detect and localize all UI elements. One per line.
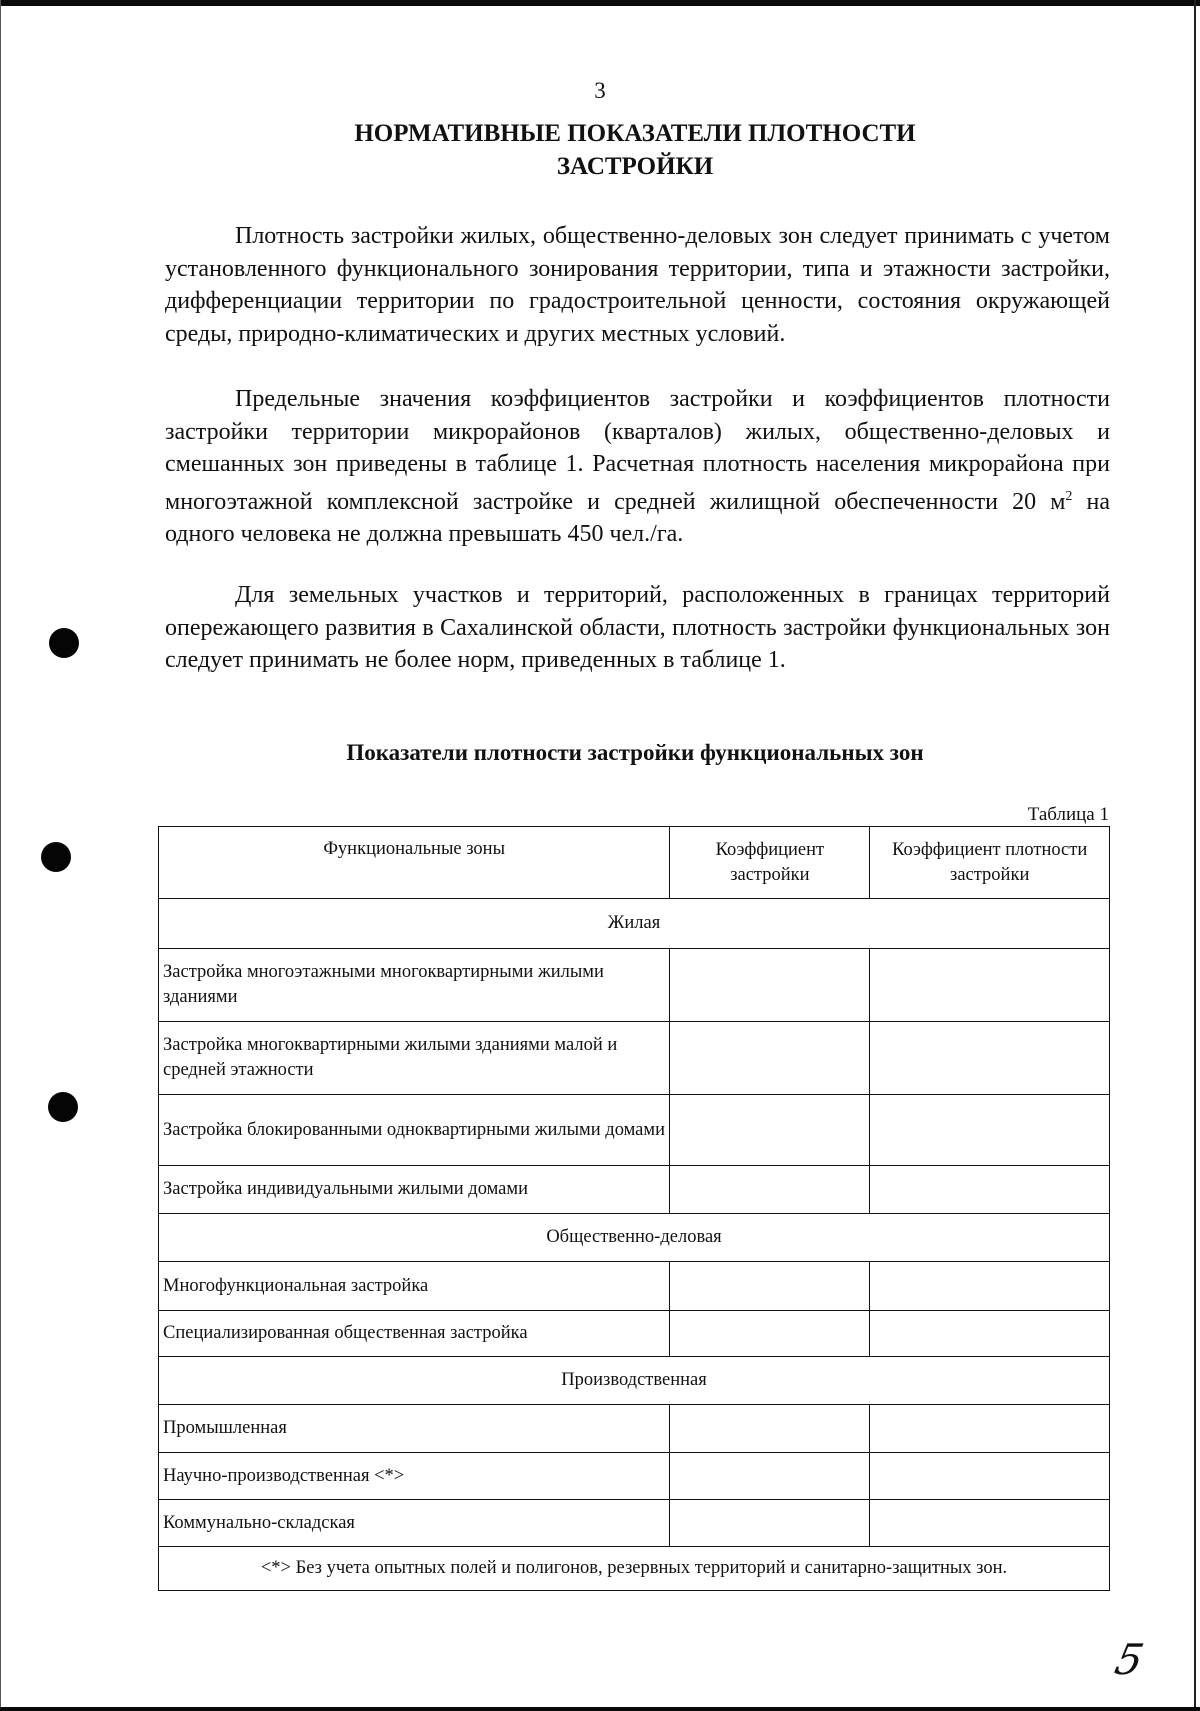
table-row	[159, 1453, 1110, 1500]
zone-name: Коммунально-складская	[159, 1500, 670, 1547]
table-row	[159, 1166, 1110, 1214]
table-header-row	[159, 827, 1110, 899]
punch-hole-icon	[49, 628, 79, 658]
header-build-coefficient: Коэффициент застройки	[670, 827, 870, 899]
scan-bottom-edge	[0, 1707, 1200, 1711]
table-row	[159, 1022, 1110, 1095]
table-row	[159, 1311, 1110, 1357]
build-coefficient-cell	[670, 1500, 870, 1547]
build-coefficient-cell	[670, 1262, 870, 1311]
punch-hole-icon	[48, 1092, 78, 1122]
table-row	[159, 1405, 1110, 1453]
section-industrial: Производственная	[159, 1357, 1110, 1405]
density-coefficient-cell	[870, 1453, 1110, 1500]
table-footnote: <*> Без учета опытных полей и полигонов, резервных территорий и санитарно-защитных зон.	[159, 1547, 1110, 1591]
page-title-line-1: НОРМАТИВНЫЕ ПОКАЗАТЕЛИ ПЛОТНОСТИ	[354, 120, 916, 147]
paragraph-2-text-cont: на одного человека не должна превышать 450 чел./га.	[165, 488, 1111, 547]
section-row	[159, 1214, 1110, 1262]
paragraph-2-text: Предельные значения коэффициентов застройки и коэффициентов плотности застройки территории микрорайонов (кварталов) жилых, общественно-деловых и смешанных зон приведены в таблице 1. Расчетная плотность населения микрорайона при многоэтажной комплексной застройке и средней жилищной обеспеченности 20 м	[165, 386, 1110, 515]
density-table	[158, 826, 1110, 1591]
paragraph-1-text: Плотность застройки жилых, общественно-деловых зон следует принимать с учетом установленного функционального зонирования территории, типа и этажности застройки, дифференциации территории по градостроительной ценности, состояния окружающей среды, природно-климатических и других местных условий.	[165, 223, 1110, 347]
page-title-line-2: ЗАСТРОЙКИ	[556, 153, 714, 180]
section-row	[159, 1357, 1110, 1405]
page-title	[0, 117, 1200, 183]
table-row	[159, 1500, 1110, 1547]
scan-right-edge	[1194, 0, 1196, 1711]
paragraph-3	[165, 579, 1110, 677]
density-coefficient-cell	[870, 1022, 1110, 1095]
build-coefficient-cell	[670, 949, 870, 1022]
zone-name: Многофункциональная застройка	[159, 1262, 670, 1311]
header-density-coefficient: Коэффициент плотности застройки	[870, 827, 1110, 899]
paragraph-1	[165, 220, 1110, 350]
table-label: Таблица 1	[1027, 804, 1109, 825]
build-coefficient-cell	[670, 1311, 870, 1357]
zone-name: Научно-производственная <*>	[159, 1453, 670, 1500]
build-coefficient-cell	[670, 1095, 870, 1166]
build-coefficient-cell	[670, 1022, 870, 1095]
zone-name: Застройка блокированными одноквартирными жилыми домами	[159, 1095, 670, 1166]
build-coefficient-cell	[670, 1453, 870, 1500]
header-zones: Функциональные зоны	[159, 827, 670, 899]
zone-name: Застройка индивидуальными жилыми домами	[159, 1166, 670, 1214]
table-row	[159, 949, 1110, 1022]
punch-hole-icon	[41, 842, 71, 872]
paragraph-2	[165, 383, 1110, 551]
section-row	[159, 899, 1110, 949]
scan-top-edge	[0, 0, 1200, 6]
density-coefficient-cell	[870, 1166, 1110, 1214]
zone-name: Застройка многоквартирными жилыми зданиями малой и средней этажности	[159, 1022, 670, 1095]
density-coefficient-cell	[870, 1262, 1110, 1311]
zone-name: Застройка многоэтажными многоквартирными жилыми зданиями	[159, 949, 670, 1022]
table-title: Показатели плотности застройки функциональных зон	[346, 740, 924, 765]
table-footnote-row	[159, 1547, 1110, 1591]
table-row	[159, 1262, 1110, 1311]
density-coefficient-cell	[870, 1405, 1110, 1453]
density-coefficient-cell	[870, 1311, 1110, 1357]
density-coefficient-cell	[870, 1500, 1110, 1547]
handwritten-page-mark: 5	[1110, 1635, 1148, 1684]
build-coefficient-cell	[670, 1405, 870, 1453]
superscript-2: 2	[1065, 488, 1073, 504]
build-coefficient-cell	[670, 1166, 870, 1214]
density-coefficient-cell	[870, 949, 1110, 1022]
section-public-business: Общественно-деловая	[159, 1214, 1110, 1262]
paragraph-3-text: Для земельных участков и территорий, расположенных в границах территорий опережающего развития в Сахалинской области, плотность застройки функциональных зон следует принимать не более норм, приведенных в таблице 1.	[165, 582, 1110, 673]
page-number: 3	[594, 78, 606, 103]
zone-name: Промышленная	[159, 1405, 670, 1453]
density-coefficient-cell	[870, 1095, 1110, 1166]
zone-name: Специализированная общественная застройка	[159, 1311, 670, 1357]
section-residential: Жилая	[159, 899, 1110, 949]
table-row	[159, 1095, 1110, 1166]
scan-left-edge	[0, 0, 1, 1711]
